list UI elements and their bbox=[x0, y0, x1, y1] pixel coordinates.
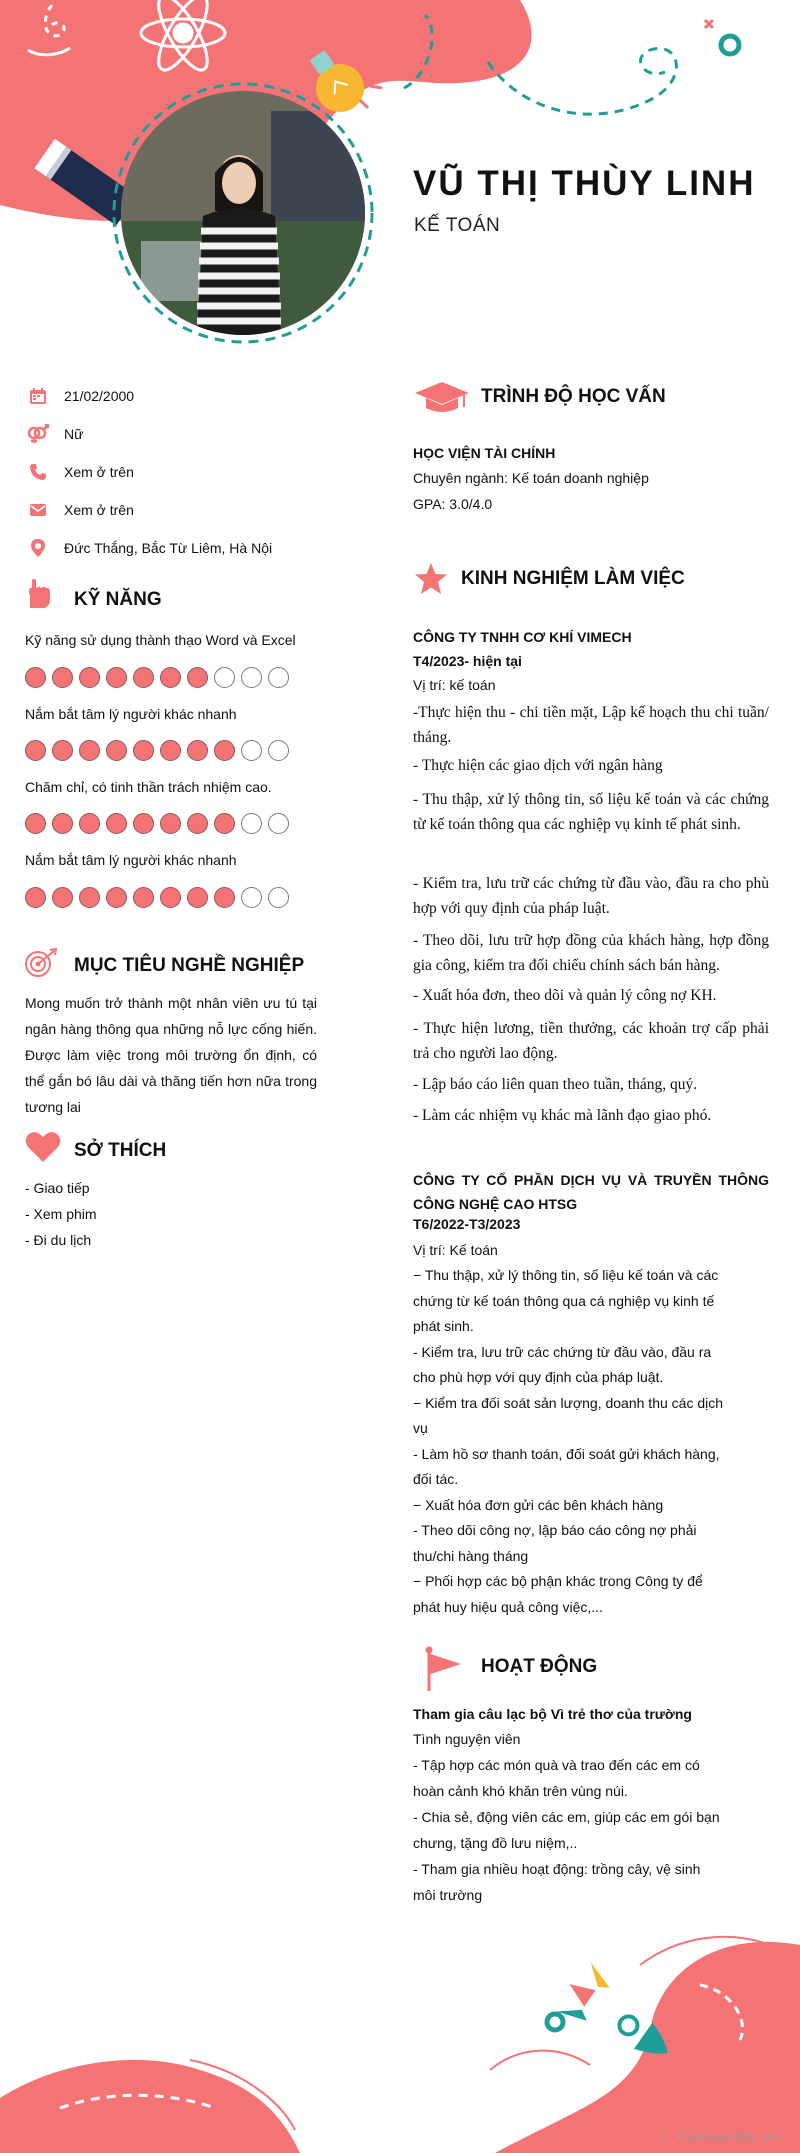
skill-label: Nắm bắt tâm lý người khác nhanh bbox=[25, 852, 237, 868]
rating-dot bbox=[79, 887, 100, 908]
job-duty-line: − Kiểm tra đối soát sản lượng, doanh thu các dịch bbox=[413, 1394, 724, 1411]
rating-dot bbox=[79, 667, 100, 688]
job-duty-line: phát huy hiệu quả công việc,... bbox=[413, 1598, 603, 1615]
rating-dot bbox=[241, 667, 262, 688]
rating-dot bbox=[79, 813, 100, 834]
job-duty: - Kiểm tra, lưu trữ các chứng từ đầu vào, đầu ra cho phù hợp với quy định của pháp luật. bbox=[413, 875, 769, 917]
contact-birthday-value: 21/02/2000 bbox=[64, 388, 135, 404]
rating-dot bbox=[25, 813, 46, 834]
rating-dot bbox=[52, 887, 73, 908]
skills-icon bbox=[24, 578, 52, 615]
skill-label: Chăm chỉ, có tinh thần trách nhiệm cao. bbox=[25, 779, 272, 795]
activity-line: hoàn cảnh khó khăn trên vùng núi. bbox=[413, 1783, 628, 1799]
contact-address-value: Đức Thắng, Bắc Từ Liêm, Hà Nội bbox=[64, 540, 273, 556]
star-icon bbox=[414, 562, 448, 601]
rating-dot bbox=[106, 887, 127, 908]
location-icon bbox=[24, 536, 52, 560]
avatar bbox=[121, 91, 365, 335]
mail-icon bbox=[24, 498, 52, 522]
skill-rating bbox=[25, 813, 289, 834]
rating-dot bbox=[25, 667, 46, 688]
rating-dot bbox=[187, 740, 208, 761]
job-duty: - Thu thập, xử lý thông tin, số liệu kế toán và các chứng từ kế toán thông qua các nghiệp vụ kinh tế phát sinh. bbox=[413, 791, 769, 833]
skill-rating bbox=[25, 740, 289, 761]
job-duty-line: - Theo dõi công nợ, lập báo cáo công nợ phải bbox=[413, 1522, 697, 1538]
rating-dot bbox=[187, 887, 208, 908]
calendar-icon bbox=[24, 384, 52, 408]
activity-line: - Tập hợp các món quà và trao đến các em có bbox=[413, 1757, 700, 1773]
job-duty-line: − Thu thập, xử lý thông tin, số liệu kế toán và các bbox=[413, 1267, 719, 1283]
gender-icon bbox=[24, 422, 52, 446]
rating-dot bbox=[160, 667, 181, 688]
job-duty: - Thực hiện lương, tiền thưởng, các khoản trợ cấp phải trả cho người lao động. bbox=[413, 1020, 769, 1062]
rating-dot bbox=[268, 740, 289, 761]
activity-name: Tham gia câu lạc bộ Vì trẻ thơ của trường bbox=[413, 1706, 692, 1722]
job-company: CÔNG TY TNHH CƠ KHÍ VIMECH bbox=[413, 629, 632, 645]
job-duty-line: phát sinh. bbox=[413, 1318, 474, 1334]
rating-dot bbox=[268, 813, 289, 834]
rating-dot bbox=[241, 813, 262, 834]
contact-email-value: Xem ở trên bbox=[64, 502, 134, 518]
rating-dot bbox=[52, 813, 73, 834]
rating-dot bbox=[160, 813, 181, 834]
job-position: Vị trí: Kế toán bbox=[413, 1242, 498, 1258]
rating-dot bbox=[52, 667, 73, 688]
hobbies-title: SỞ THÍCH bbox=[74, 1140, 167, 1161]
job-duty-line: đối tác. bbox=[413, 1471, 459, 1487]
rating-dot bbox=[133, 887, 154, 908]
rating-dot bbox=[106, 667, 127, 688]
activity-line: chưng, tặng đồ lưu niệm,.. bbox=[413, 1835, 578, 1851]
contact-gender-value: Nữ bbox=[64, 426, 84, 442]
contact-phone-value: Xem ở trên bbox=[64, 464, 134, 480]
job-duty: - Thực hiện các giao dịch với ngân hàng bbox=[413, 757, 663, 774]
objective-text: Mong muốn trở thành một nhân viên ưu tú tại ngân hàng thông qua những nỗ lực cống hiến. Được làm việc trong môi trường ổn định, có thể gắn bó lâu dài và thăng tiến hơn nữa trong tương lai bbox=[25, 995, 317, 1115]
activity-role: Tình nguyện viên bbox=[413, 1731, 521, 1747]
job-duty: -Thực hiện thu - chi tiền mặt, Lập kế hoạch thu chi tuần/ tháng. bbox=[413, 704, 769, 746]
rating-dot bbox=[214, 887, 235, 908]
contact-email bbox=[24, 498, 364, 522]
hobby-item: - Đi du lịch bbox=[25, 1232, 92, 1248]
experience-title: KINH NGHIỆM LÀM VIỆC bbox=[461, 568, 685, 589]
rating-dot bbox=[133, 740, 154, 761]
education-title: TRÌNH ĐỘ HỌC VẤN bbox=[481, 386, 666, 407]
job-duty-line: − Phối hợp các bộ phận khác trong Công ty để bbox=[413, 1573, 703, 1589]
job-period: T6/2022-T3/2023 bbox=[413, 1216, 521, 1232]
education-major: Chuyên ngành: Kế toán doanh nghiệp bbox=[413, 470, 649, 486]
rating-dot bbox=[133, 813, 154, 834]
target-icon bbox=[24, 948, 58, 983]
rating-dot bbox=[106, 813, 127, 834]
skill-rating bbox=[25, 667, 289, 688]
skills-title: KỸ NĂNG bbox=[74, 589, 162, 610]
rating-dot bbox=[52, 740, 73, 761]
activity-line: - Tham gia nhiều hoạt động: trồng cây, vệ sinh bbox=[413, 1861, 701, 1877]
activities-title: HOẠT ĐỘNG bbox=[481, 1656, 598, 1677]
rating-dot bbox=[160, 740, 181, 761]
rating-dot bbox=[214, 667, 235, 688]
education-school: HỌC VIỆN TÀI CHÍNH bbox=[413, 445, 556, 461]
contact-address bbox=[24, 536, 364, 560]
job-duty: - Theo dõi, lưu trữ hợp đồng của khách hàng, hợp đồng gia công, kiểm tra đối chiếu chính sách bán hàng. bbox=[413, 932, 769, 974]
skill-rating bbox=[25, 887, 289, 908]
ring-icon bbox=[721, 36, 739, 54]
job-duty-line: cho phù hợp với quy định của pháp luật. bbox=[413, 1369, 664, 1385]
job-duty-line: thu/chi hàng tháng bbox=[413, 1547, 529, 1564]
phone-icon bbox=[24, 460, 52, 484]
job-position: Vị trí: kế toán bbox=[413, 677, 496, 693]
job-duty: - Làm các nhiệm vụ khác mà lãnh đạo giao phó. bbox=[413, 1107, 712, 1124]
profile-title: KẾ TOÁN bbox=[414, 215, 501, 236]
hobby-item: - Xem phim bbox=[25, 1206, 97, 1222]
job-period: T4/2023- hiện tại bbox=[413, 653, 522, 669]
rating-dot bbox=[241, 740, 262, 761]
contact-gender bbox=[24, 422, 364, 446]
rating-dot bbox=[268, 667, 289, 688]
contact-birthday bbox=[24, 384, 364, 408]
rating-dot bbox=[214, 740, 235, 761]
rating-dot bbox=[106, 740, 127, 761]
profile-photo bbox=[121, 91, 365, 335]
job-company: CÔNG TY CỔ PHẦN DỊCH VỤ VÀ TRUYỀN THÔNG CÔNG NGHỆ CAO HTSG bbox=[413, 1172, 769, 1212]
rating-dot bbox=[187, 813, 208, 834]
job-duty: - Lập báo cáo liên quan theo tuần, tháng, quý. bbox=[413, 1076, 698, 1093]
graduation-cap-icon bbox=[414, 380, 470, 419]
hobby-item: - Giao tiếp bbox=[25, 1180, 90, 1196]
job-duty-line: − Xuất hóa đơn gửi các bên khách hàng bbox=[413, 1496, 664, 1513]
job-duty: - Xuất hóa đơn, theo dõi và quản lý công nợ KH. bbox=[413, 987, 717, 1004]
job-duty-line: - Kiểm tra, lưu trữ các chứng từ đầu vào, đầu ra bbox=[413, 1343, 712, 1360]
rating-dot bbox=[268, 887, 289, 908]
rating-dot bbox=[25, 740, 46, 761]
rating-dot bbox=[187, 667, 208, 688]
heart-icon bbox=[24, 1131, 62, 1168]
job-duty-line: - Làm hồ sơ thanh toán, đối soát gửi khách hàng, bbox=[413, 1445, 720, 1462]
objective-title: MỤC TIÊU NGHỀ NGHIỆP bbox=[74, 955, 305, 976]
activity-line: - Chia sẻ, động viên các em, giúp các em gói bạn bbox=[413, 1809, 720, 1825]
education-gpa: GPA: 3.0/4.0 bbox=[413, 496, 493, 512]
rating-dot bbox=[241, 887, 262, 908]
job-duty-line: vụ bbox=[413, 1420, 428, 1436]
rating-dot bbox=[214, 813, 235, 834]
contact-phone bbox=[24, 460, 364, 484]
skill-label: Kỹ năng sử dụng thành thạo Word và Excel bbox=[25, 632, 296, 648]
rating-dot bbox=[133, 667, 154, 688]
profile-name: VŨ THỊ THÙY LINH bbox=[413, 164, 756, 203]
activity-line: môi trường bbox=[413, 1887, 483, 1903]
skill-label: Nắm bắt tâm lý người khác nhanh bbox=[25, 706, 237, 722]
rating-dot bbox=[160, 887, 181, 908]
watermark: ∴ Timviec365.vn bbox=[660, 2130, 778, 2145]
job-duty-line: chứng từ kế toán thông qua cá nghiệp vụ kinh tế bbox=[413, 1292, 715, 1309]
rating-dot bbox=[79, 740, 100, 761]
rating-dot bbox=[25, 887, 46, 908]
flag-icon bbox=[423, 1646, 463, 1697]
